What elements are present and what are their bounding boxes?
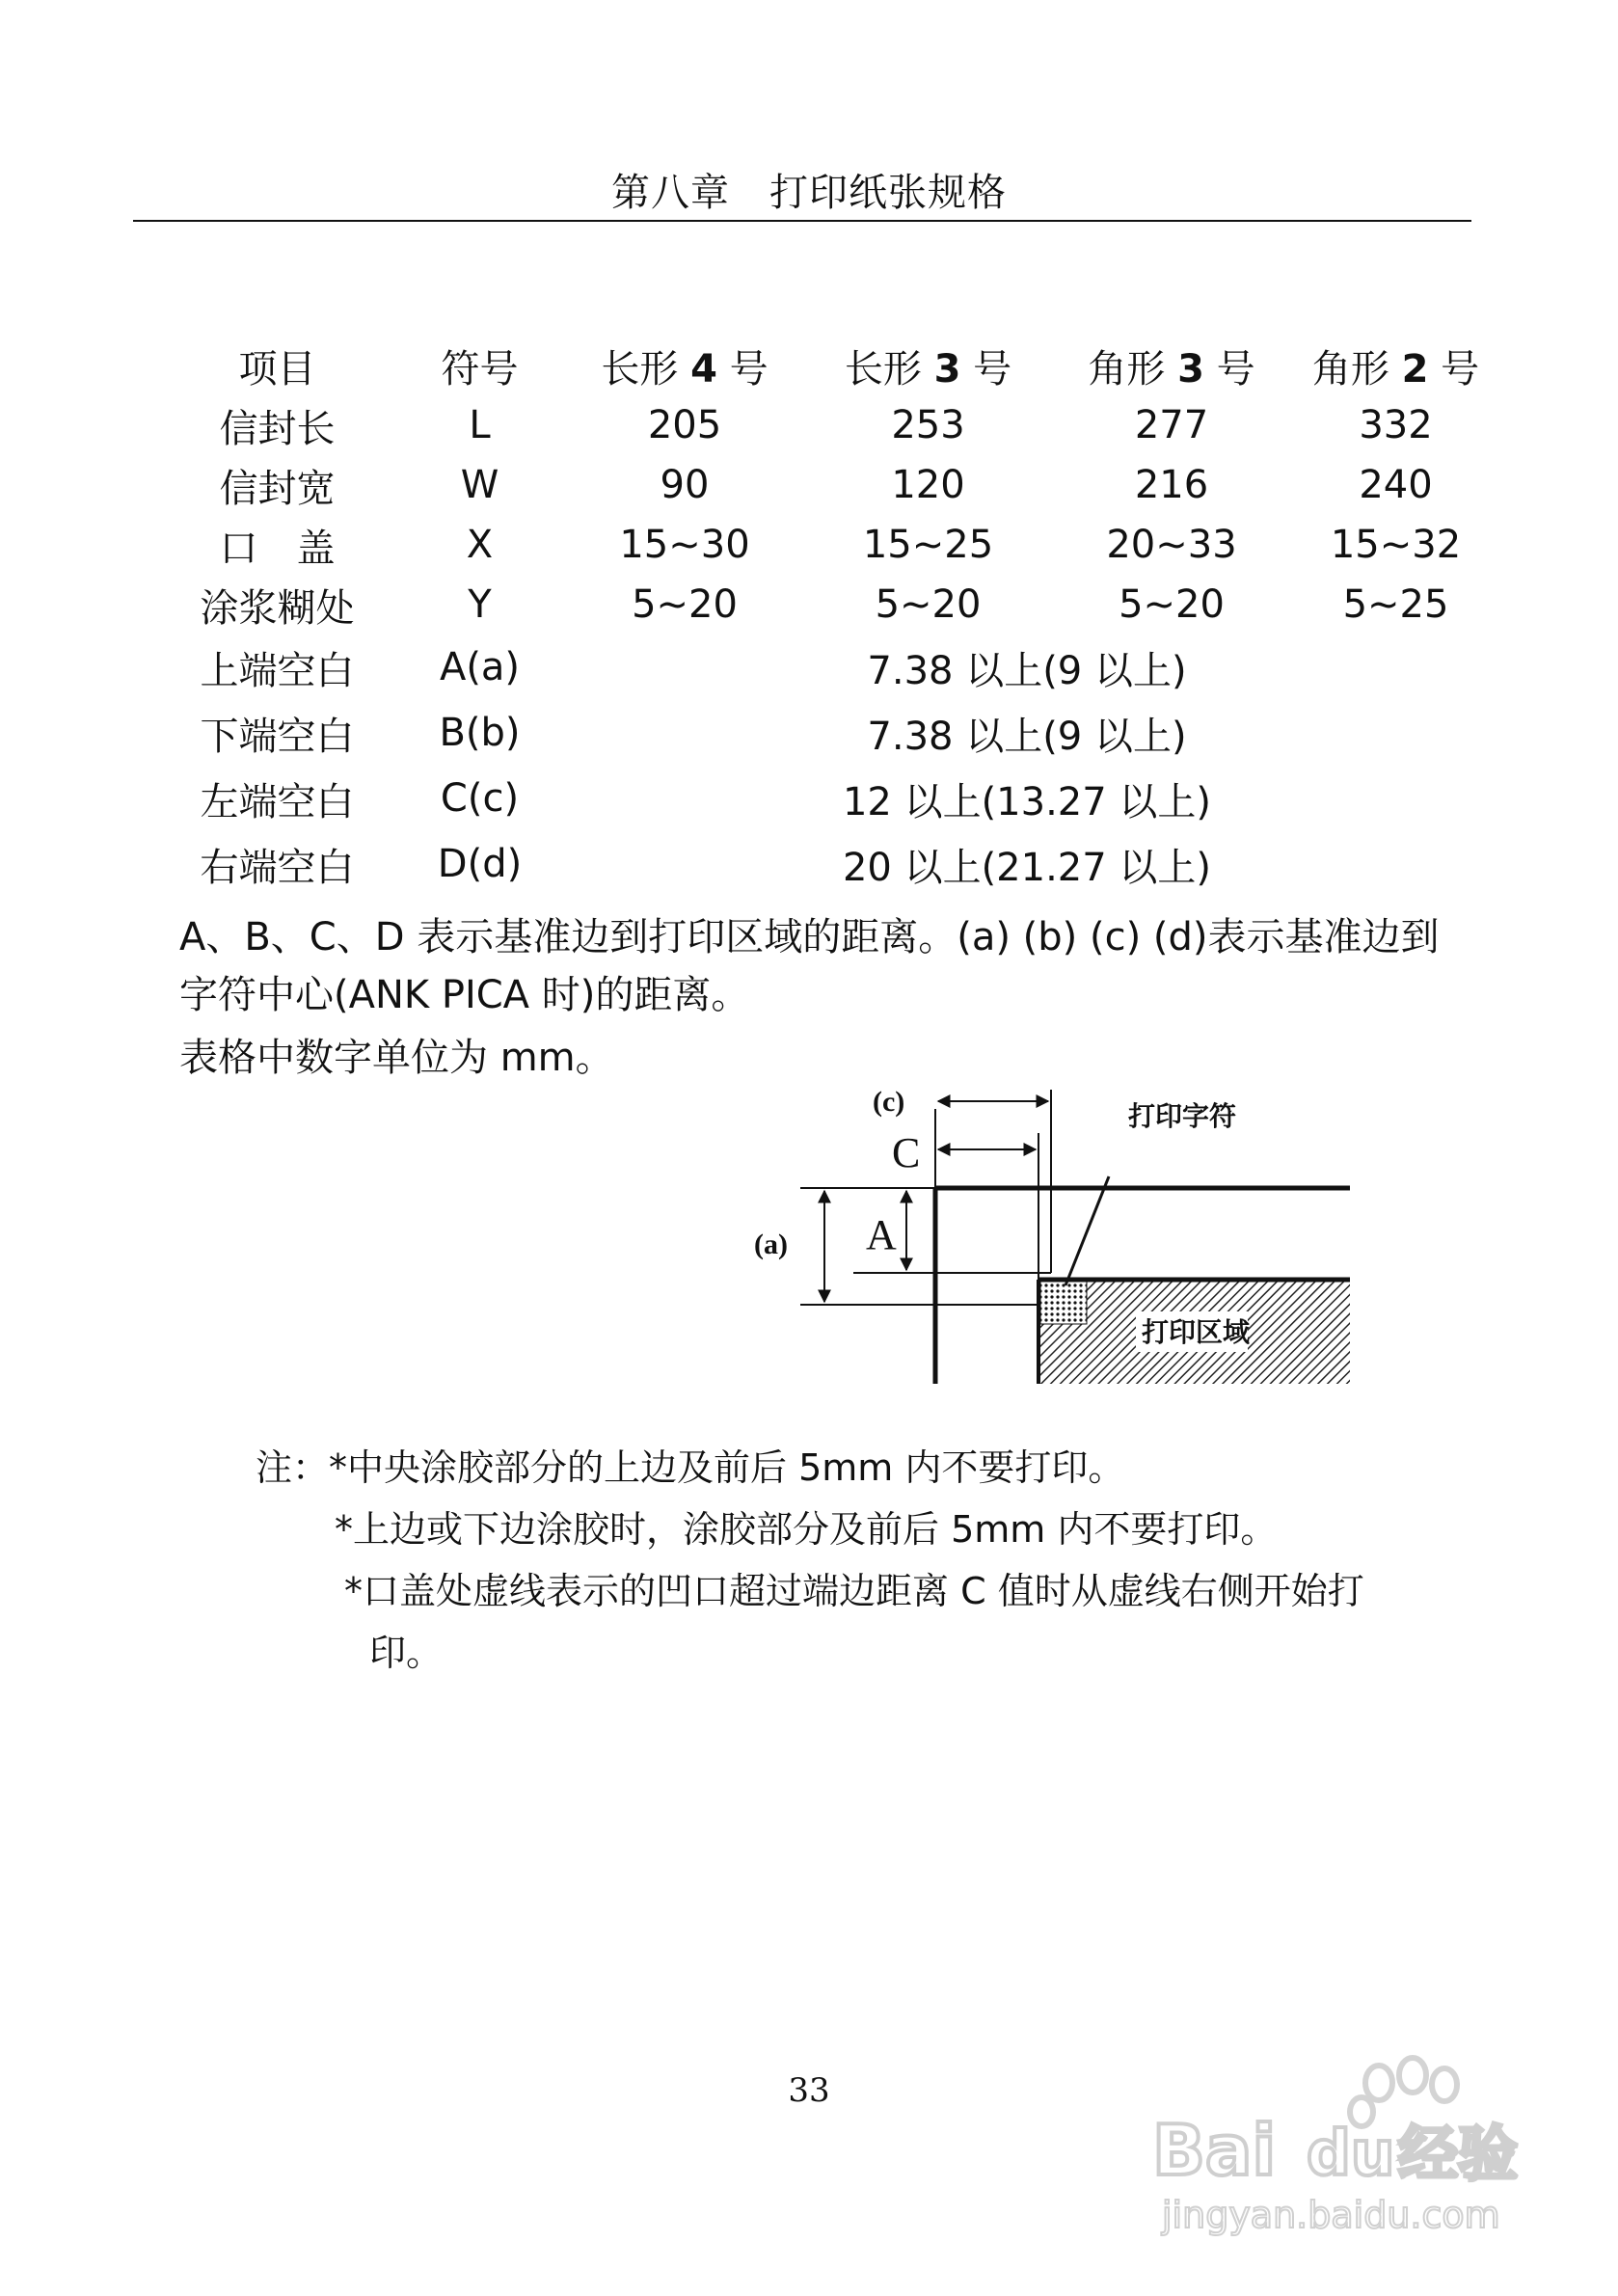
header-suffix: 号 <box>1203 346 1255 392</box>
table-cell: 5~20 <box>1119 582 1225 627</box>
notes-block <box>256 1437 1364 1684</box>
paw-icon <box>1350 2058 1457 2126</box>
description-line-3: 表格中数字单位为 mm。 <box>179 1036 614 1080</box>
note-line-2: *上边或下边涂胶时，涂胶部分及前后 5mm 内不要打印。 <box>335 1508 1278 1551</box>
table-row-margin <box>154 635 1495 700</box>
table-cell: Y <box>468 582 492 627</box>
header-suffix: 号 <box>716 346 769 392</box>
table-row-margin <box>154 766 1495 831</box>
table-row <box>154 515 1495 575</box>
table-cell: W <box>460 463 499 507</box>
print-character-cell <box>1040 1282 1087 1324</box>
spec-table <box>154 336 1495 897</box>
label-A: A <box>866 1211 897 1258</box>
table-cell: 240 <box>1359 463 1433 507</box>
header-text: 长形 <box>844 346 934 392</box>
watermark-brand: Bai <box>1152 2110 1277 2191</box>
watermark-brand-du: du <box>1307 2119 1395 2190</box>
table-cell: 5~25 <box>1342 582 1449 627</box>
description-line-2: 字符中心(ANK PICA 时)的距离。 <box>179 973 750 1017</box>
table-row-margin <box>154 700 1495 766</box>
table-cell: 15~25 <box>862 523 994 567</box>
table-header-cell <box>1297 336 1495 395</box>
table-cell: 5~20 <box>632 582 738 627</box>
label-print-area: 打印区域 <box>1142 1316 1251 1348</box>
table-cell: 253 <box>891 403 965 447</box>
table-cell: 205 <box>647 403 722 447</box>
table-header-cell <box>154 336 400 395</box>
watermark-url: jingyan.baidu.com <box>1162 2194 1500 2236</box>
table-cell: 332 <box>1359 403 1433 447</box>
header-text: 角形 <box>1311 346 1402 392</box>
table-row <box>154 575 1495 635</box>
note-line-3-continued: 印。 <box>369 1632 444 1674</box>
header-number: 4 <box>690 346 717 392</box>
table-header-cell <box>400 336 559 395</box>
header-text: 项目 <box>238 346 316 392</box>
table-cell: 下端空白 <box>200 714 355 759</box>
header-number: 2 <box>1401 346 1429 392</box>
table-cell: 90 <box>660 463 710 507</box>
label-c-paren: (c) <box>873 1086 905 1118</box>
table-cell: C(c) <box>440 776 520 821</box>
label-print-char: 打印字符 <box>1128 1100 1237 1132</box>
header-number: 3 <box>1177 346 1204 392</box>
table-cell: 15~30 <box>619 523 750 567</box>
table-header-row <box>154 336 1495 395</box>
table-cell: 20~33 <box>1106 523 1237 567</box>
table-cell: X <box>466 523 494 567</box>
table-row-margin <box>154 831 1495 897</box>
margin-value-cell: 7.38 以上(9 以上) <box>867 648 1187 693</box>
description-line-1: A、B、C、D 表示基准边到打印区域的距离。(a) (b) (c) (d)表示基准边到 <box>179 915 1440 959</box>
note-line-1: 注：*中央涂胶部分的上边及前后 5mm 内不要打印。 <box>256 1446 1125 1489</box>
header-text: 角形 <box>1088 346 1178 392</box>
table-cell: 上端空白 <box>200 648 355 693</box>
table-cell: B(b) <box>439 711 521 755</box>
margin-diagram <box>742 1080 1350 1384</box>
margin-value-cell: 20 以上(21.27 以上) <box>842 845 1212 890</box>
spec-table-body <box>154 336 1495 897</box>
table-cell: 277 <box>1134 403 1209 447</box>
label-a-paren: (a) <box>754 1229 788 1260</box>
table-cell: 信封长 <box>219 406 336 451</box>
table-row <box>154 455 1495 515</box>
header-suffix: 号 <box>1428 346 1480 392</box>
margin-value-cell: 7.38 以上(9 以上) <box>867 714 1187 759</box>
header-rule <box>133 220 1471 222</box>
table-cell: 右端空白 <box>200 845 355 890</box>
header-suffix: 号 <box>960 346 1012 392</box>
leader-line <box>1065 1176 1109 1285</box>
table-cell: L <box>469 403 491 447</box>
baidu-watermark <box>1138 2054 1552 2247</box>
table-cell: 左端空白 <box>200 779 355 824</box>
header-text: 长形 <box>601 346 691 392</box>
table-header-cell <box>559 336 810 395</box>
table-cell: 信封宽 <box>219 466 336 511</box>
table-cell: 口 盖 <box>219 526 336 571</box>
note-line-3: *口盖处虚线表示的凹口超过端边距离 C 值时从虚线右侧开始打 <box>344 1570 1364 1612</box>
table-header-cell <box>1046 336 1297 395</box>
page-header-title: 第八章 打印纸张规格 <box>611 171 1007 215</box>
margin-value-cell: 12 以上(13.27 以上) <box>842 779 1212 824</box>
table-row <box>154 395 1495 455</box>
header-number: 3 <box>933 346 961 392</box>
watermark-brand-cn: 经验 <box>1398 2119 1519 2189</box>
page-number: 33 <box>788 2071 830 2110</box>
table-cell: 5~20 <box>875 582 982 627</box>
table-cell: D(d) <box>437 842 523 886</box>
table-cell: 120 <box>891 463 965 507</box>
table-cell: 216 <box>1134 463 1209 507</box>
header-text: 符号 <box>441 346 519 392</box>
table-cell: 涂浆糊处 <box>200 585 355 631</box>
label-C: C <box>892 1129 921 1176</box>
table-header-cell <box>810 336 1046 395</box>
table-cell: 15~32 <box>1330 523 1462 567</box>
table-cell: A(a) <box>439 645 521 689</box>
